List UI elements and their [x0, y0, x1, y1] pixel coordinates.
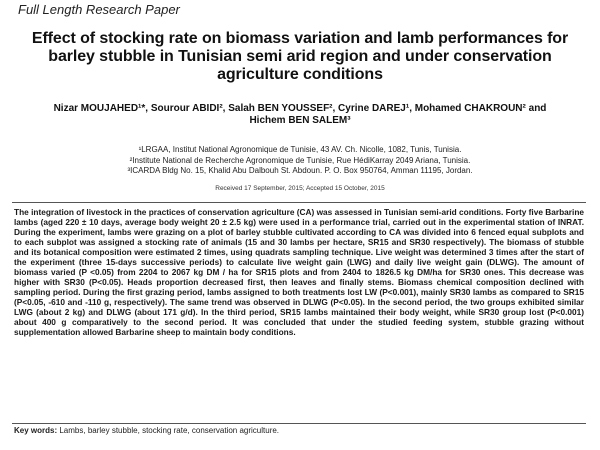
keywords-text: Lambs, barley stubble, stocking rate, conservation agriculture. — [59, 426, 280, 435]
author-list: Nizar MOUJAHED¹*, Sourour ABIDI², Salah BEN YOUSSEF², Cyrine DAREJ¹, Mohamed CHAKROUN² and Hichem BEN SALEM³ — [53, 103, 547, 126]
affiliation-3: ³ICARDA Bldg No. 15, Khalid Abu Dalbouh St. Abdoun. P. O. Box 950764, Amman 11195, Jordan. — [127, 166, 473, 175]
paper-title: Effect of stocking rate on biomass variation and lamb performances for barley stubble in Tunisian semi arid region and under conservation agriculture conditions — [31, 30, 569, 83]
received-accepted-dates: Received 17 September, 2015; Accepted 15 October, 2015 — [215, 185, 385, 192]
keywords-line — [14, 426, 584, 436]
affiliation-2: ²Institute National de Recherche Agronomique de Tunisie, Rue HédiKarray 2049 Ariana, Tunisia. — [129, 155, 471, 165]
keywords-label: Key words: — [14, 426, 58, 435]
affiliation-1: ¹LRGAA, Institut National Agronomique de Tunisie, 43 AV. Ch. Nicolle, 1082, Tunis, Tunisia. — [138, 145, 462, 154]
paper-type-label: Full Length Research Paper — [18, 2, 180, 17]
abstract-section — [12, 202, 586, 424]
affiliation-list — [40, 145, 560, 177]
abstract-text: The integration of livestock in the practices of conservation agriculture (CA) was assessed in Tunisian semi-arid conditions. Forty five Barbarine lambs (aged 220 ± 10 days, average body weight 20 ± 2.5 kg) were used in a performance trial, carried out in the experimental station of INRAT. During the experiment, lambs were grazing on a plot of barley stubble cultivated according to CA was divided into 6 fenced equal subplots and to each subplot was assigned a stocking rate of animals (15 and 30 lambs per hectare, SR15 and SR30 respectively). The biomass of stubble and its botanical composition were estimated 2 times, using quadrats sampling technique. Live weight was determined 3 times after the start of the experiment (three 15-days successive periods) to calculate live weight gain (LWG) and daily live weight gain (DLWG). The amount of biomass varied (P <0.05) from 2204 to 2067 kg DM / ha for SR15 plots and from 2404 to 1826.5 kg DM/ha for SR30 ones. This decrease was higher with SR30 (P<0.05). Heads proportion decreased first, then leaves and finally stems. Biomass chemical composition declined with sampling period. During the first grazing period, lambs assigned to both treatments lost LW (P<0.001), mainly SR30 lambs as compared to SR15 (P<0.05, -610 and -110 g, respectively). The same trend was observed in DLWG (P<0.05). In the second period, the two groups exhibited similar LWG (about 2 kg) and DLWG (about 171 g/d). In the third period, SR15 lambs maintained their body weight, while SR30 group lost (P<0.001) about 400 g comparatively to the second period. It was concluded that under the studied feeding system, stubble grazing without supplementation allowed Barbarine sheep to maintain body conditions. — [14, 207, 584, 337]
